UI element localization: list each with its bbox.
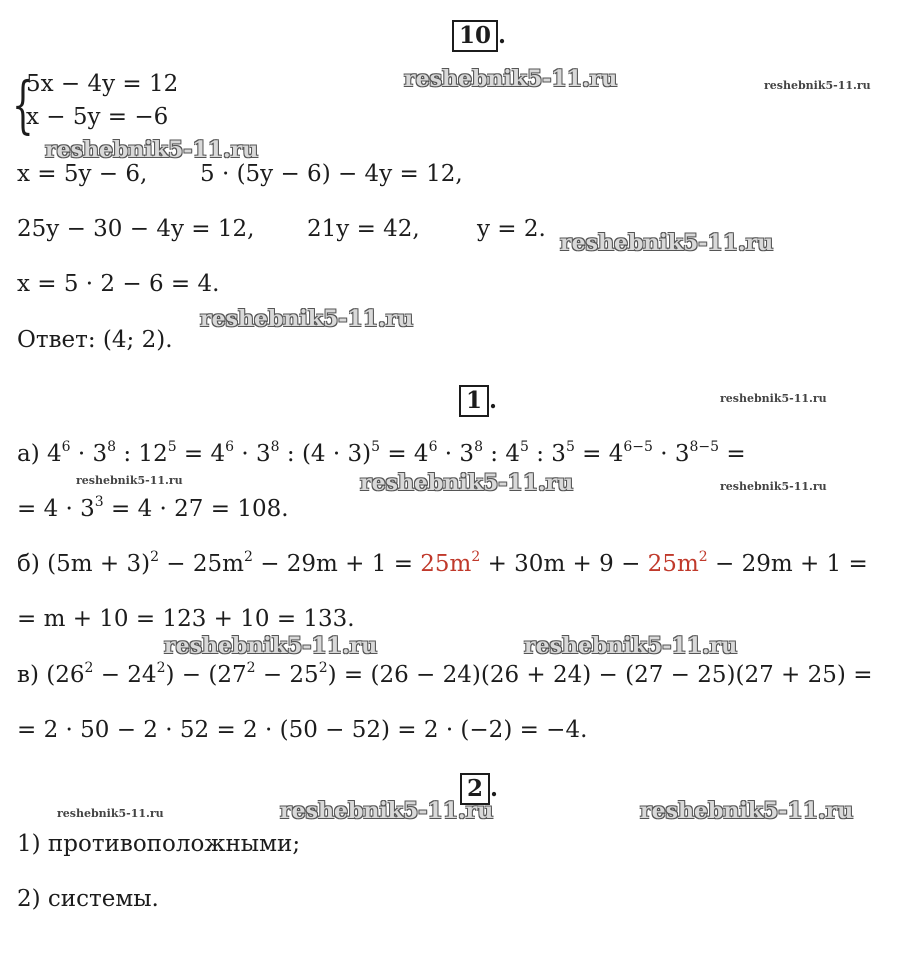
answer-line: Ответ: (4; 2). [17, 327, 173, 353]
system-brace-icon: { [12, 68, 34, 141]
part-a-line2: = $4 \cdot 3^3 = 4 \cdot 27 = 108$. [17, 494, 289, 522]
watermark: reshebnik5-11.ru [560, 230, 774, 256]
part-v-line2: = 2 · 50 − 2 · 52 = 2 · (50 − 52) = 2 · (−2) = −4. [17, 717, 588, 743]
answer-item-2: 2) системы. [17, 886, 159, 912]
watermark: reshebnik5-11.ru [764, 79, 871, 92]
watermark: reshebnik5-11.ru [720, 480, 827, 493]
watermark: reshebnik5-11.ru [200, 306, 414, 332]
watermark: reshebnik5-11.ru [360, 470, 574, 496]
answer-item-1: 1) противоположными; [17, 831, 301, 857]
step-express-x: x = 5y − 6, [17, 161, 148, 187]
watermark: reshebnik5-11.ru [404, 66, 618, 92]
watermark: reshebnik5-11.ru [45, 137, 259, 163]
problem-number-1: 1 . [459, 385, 497, 417]
system-equation-2: x − 5y = −6 [26, 104, 169, 130]
step-collect: 21y = 42, [307, 216, 420, 242]
watermark: reshebnik5-11.ru [640, 798, 854, 824]
watermark: reshebnik5-11.ru [524, 633, 738, 659]
watermark: reshebnik5-11.ru [76, 474, 183, 487]
watermark: reshebnik5-11.ru [280, 798, 494, 824]
step-simplify: 25y − 30 − 4y = 12, [17, 216, 255, 242]
problem-number-2: 2 . [460, 773, 498, 805]
part-b-line1: б) $(5m + 3)^2 - 25m^2 - 29m + 1 = 25m^2 + 30m + 9 - 25m^2 - 29m + 1$ = [17, 549, 868, 577]
watermark: reshebnik5-11.ru [164, 633, 378, 659]
step-substitute: 5 · (5y − 6) − 4y = 12, [200, 161, 463, 187]
watermark: reshebnik5-11.ru [57, 807, 164, 820]
step-y-value: y = 2. [477, 216, 546, 242]
part-b-line2: = m + 10 = 123 + 10 = 133. [17, 606, 355, 632]
step-x-value: x = 5 · 2 − 6 = 4. [17, 271, 220, 297]
part-a-line1: а) $4^6 \cdot 3^8$ : $12^5 = 4^6 \cdot 3^8$ : $(4 \cdot 3)^5 = 4^6 \cdot 3^8$ : $4^5$ : $3^5 = 4^{6-5} \cdot 3^{8-5}$ = [17, 439, 746, 467]
problem-number-10: 10 . [452, 20, 506, 52]
watermark: reshebnik5-11.ru [720, 392, 827, 405]
part-v-line1: в) $(26^2 - 24^2) - (27^2 - 25^2) = (26 - 24)(26 + 24) - (27 - 25)(27 + 25)$ = [17, 660, 873, 688]
system-equation-1: 5x − 4y = 12 [26, 71, 179, 97]
